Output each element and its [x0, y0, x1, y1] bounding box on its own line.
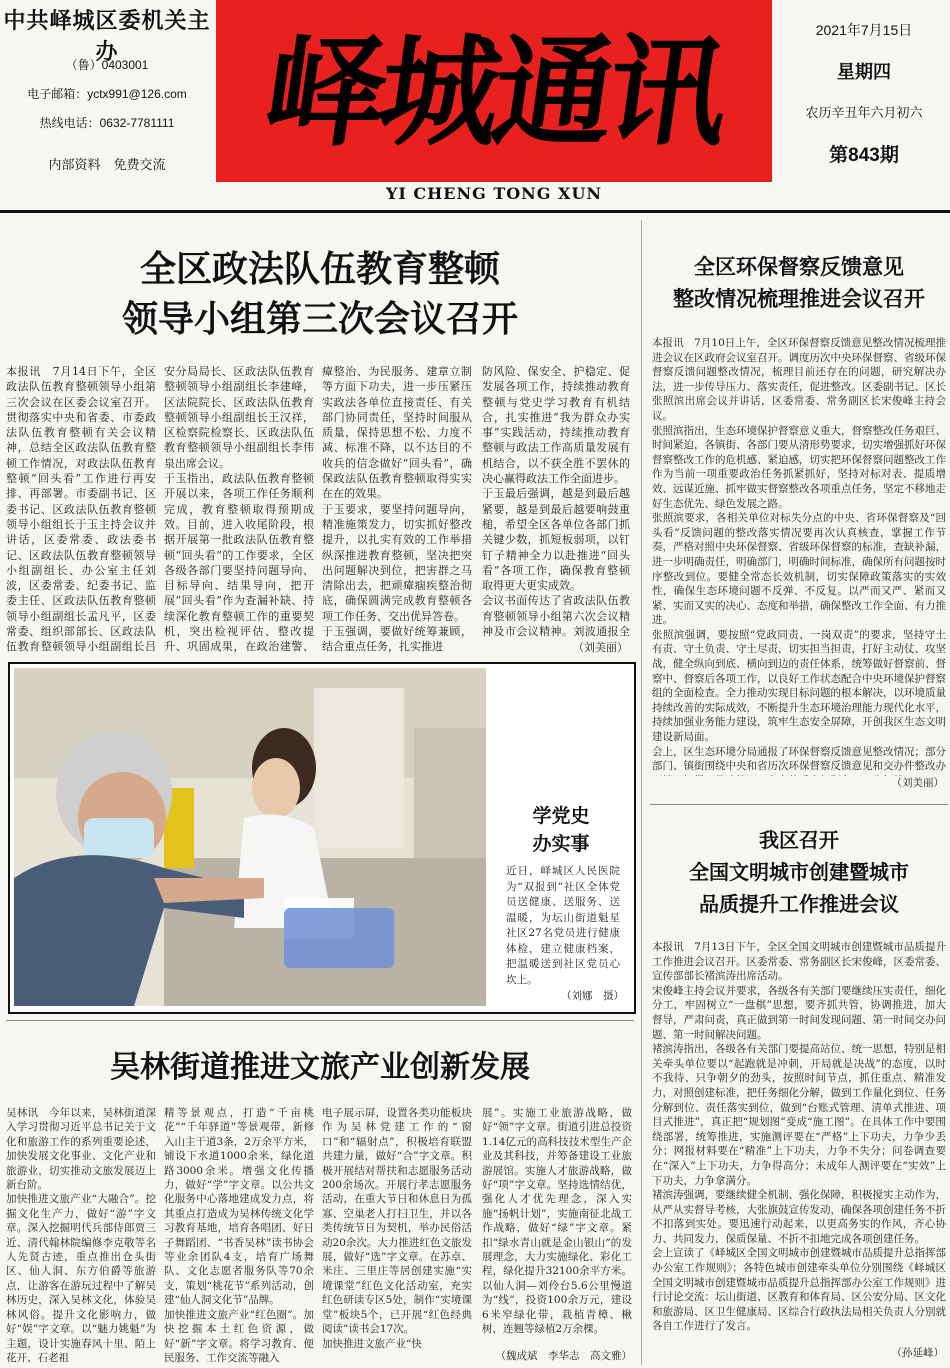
- bottom-column-2: 精等景观点，打造“千亩桃花”“千年驿道”等景观带，新修入山主干道3条，2万余平方米，铺设下水道1000余米，绿化道路3000余米。增强文化传播力，做好“学”字文章。以公共文化服务中心落地建成发力点，将其重点打造成为吴林传统文化学习教育基地，培育各唱团、好日子舞蹈团、“书香吴林”读书协会等业余团队4支，培育广场舞队、文化志愿者服务队等70余支，策划“桃花节”系列活动，创建“仙人洞文化节”品牌。 加快推进文旅产业“红色圈”。加快挖掘本土红色资源，做好“新”字文章。将学习教育、便民服务、工作交流等融入: [164, 1107, 314, 1364]
- organizer: 中共峄城区委机关主办: [3, 8, 211, 65]
- health-check-photo-illustration: [14, 668, 486, 1006]
- right-section-divider: [650, 804, 948, 805]
- right-top-headline-line2: 整改情况梳理推进会议召开: [673, 286, 925, 311]
- photo-feature: [8, 662, 636, 1014]
- masthead-left: [0, 0, 214, 182]
- right-bottom-headline-line1: 我区召开: [759, 828, 839, 852]
- photo-caption-body: 近日，峄城区人民医院为“双报到”社区全体党员送健康、送服务、送温暖，为坛山街道魁星社区27名党员进行健康体检，建立健康档案，把温暖送到社区党员心坎上。: [506, 865, 620, 986]
- right-top-body: 本报讯 7月10日上午，全区环保督察反馈意见整改情况梳理推进会议在区政府会议室召开。调度历次中央环保督察、省级环保督察反馈问题整改情况，梳理目前还存在的问题，研究解决办法，进一步传导压力、落实责任，促进整改。区委副书记、区长张照滨出席会议并讲话，区委常委、常务副区长宋俊峰主持会议。 张照滨指出，生态环境保护督察意义重大，督察整改任务艰巨、时间紧迫，各镇街、各部门要从清形势要求，切实增强抓好环保督察整改工作的危机感、紧迫感，切实把环保督察问题整改工作作为当前一项重要政治任务抓紧抓好，坚持对标对表、提质增效、远谋近施、抓牢做实督察整改各项重点任务，坚定不移地走好生态优先、绿色发展之路。 张照滨要求，各相关单位对标失分点的中央、省环保督察及“回头看”反馈问题的整改落实情况要再次认真核查，掌握工作节奏，严格对照中央环保督察、省级环保督察的标准，查缺补漏，进一步明确责任，明确部门，明确时间标准，确保所有问题按时序整改到位。要健全常态长效机制，切实保障政策落实的实效性，确保生态环境问题不反弹、不反复。以严而又严、紧而又紧、实而又实的决心、态度和举措，确保整改工作全面、有力推进。 张照滨强调，要按照“党政同责、一岗双责”的要求，坚持守土有责、守土负责、守土尽责，切实担当担责，打好主动仗、攻坚战，健全纵向到底、横向到边的责任体系，统筹做好督察前、督察中、督察后各项工作，以良好工作状态配合中央环境保护督察组的全面检查。全力推动实现目标问题的根本解决，以环境质量持续改善的实际成效，不断提升生态环境治理能力现代化水平，持续加强业务能力建设，筑牢生态安全屏障，开创我区生态文明建设新局面。 会上，区生态环境分局通报了环保督察反馈意见整改情况；部分部门、镇街围绕中央和省历次环保督察反馈意见和交办件整改办: [652, 337, 946, 773]
- lead-column-3: 瘴整治、为民服务、建章立制等方面下功夫，进一步压紧压实政法各单位直接责任、有关部门协同责任，坚持时间服从质量，保持思想不松、力度不减、标准不降，以不达目的不收兵的信念做好“回头看”，确保政法队伍教育整顿取得实实在在的效果。 于玉要求，要坚持问题导向，精准施策发力，切实抓好整改提升，以扎实有效的工作举措纵深推进教育整顿，坚决把突出问题解决到位，把害群之马清除出去，把顽瘴痼疾整治彻底，确保圆满完成教育整顿各项工作任务、交出优异答卷。 于玉强调，要做好统筹兼顾，结合重点任务，扎实推进: [322, 365, 472, 654]
- right-bottom-body: 本报讯 7月13日下午，全区全国文明城市创建暨城市品质提升工作推进会议召开。区委常委、常务副区长宋俊峰，区委常委、宣传部部长褚滨涛出席活动。 宋俊峰主持会议并要求，各级各有关部门要继续压实责任，细化分工，牢固树立“一盘棋”思想，要齐抓共管，协调推进，加大督导，严肃问责，真正做到第一时间发现问题、第一时间交办问题、第一时间解决问题。 褚滨涛指出，各级各有关部门要提高站位、统一思想，特别是相关牵头单位要以“起跑就是冲刺，开局就是决战”的态度，以时不我待、只争朝夕的劲头，按照时间节点，抓住重点、精准发力，对照创建标准，把任务细化分解，做到工作量化到位、任务分解到位、责任落实到位，做到“台账式管理、清单式推进、项目式推进”，真正把“规划图”变成“施工图”。在具体工作中要围绕部署，统筹推进，实施测评要在“严格”上下功夫，力争少丢分；网报材料要在“精准”上下功夫，力争不失分；问卷调查要在“深入”上下功夫，力争得高分；未成年人测评要在“实效”上下功夫，力争拿满分。 褚滨涛强调，要继续健全机制、强化保障，积极搅实主动作为，从严从实督导考核，大张旗鼓宣传发动，确保各项创建任务不折不扣落到实处。要迅速行动起来，以更高务实的作风，齐心协力、共同发力，保质保量、不折不扣地完成各项创建任务。 会上宣读了《峄城区全国文明城市创建暨城市品质提升总指挥部办公室工作规则》；各特色城市创建牵头单位分别围绕《峄城区全国文明城市创建暨城市品质提升总指挥部办公室工作规则》进行讨论交流：坛山街道、区教育和体育局、区公安分局、区文化和旅游局、区卫生健康局、区综合行政执法局相关负责人分别就各自工作进行了发言。: [652, 941, 946, 1333]
- right-bottom-headline-line2: 全国文明城市创建暨城市: [689, 860, 909, 884]
- column-divider: [641, 220, 642, 1365]
- bottom-section-divider: [6, 1020, 634, 1021]
- email: 电子邮箱：yctx991@126.com: [27, 87, 187, 101]
- right-top-headline-line1: 全区环保督察反馈意见: [694, 254, 904, 279]
- photo-credit: （刘娜 摄）: [561, 990, 624, 1002]
- issue-number: 第843期: [829, 145, 899, 166]
- caption-title-line1: 学党史: [532, 805, 590, 827]
- lead-headline-line1: 全区政法队伍教育整顿: [139, 249, 500, 290]
- bottom-signature: （魏成斌 李华志 高文雅）: [495, 1350, 632, 1362]
- hotline: 热线电话：0632-7781111: [39, 116, 175, 130]
- feature-photo: [14, 668, 486, 1006]
- newspaper-pinyin: YI CHENG TONG XUN: [385, 184, 603, 203]
- masthead-divider: [0, 210, 950, 213]
- registration-number: （鲁）0403001: [65, 58, 149, 72]
- lead-headline-line2: 领导小组第三次会议召开: [121, 299, 518, 340]
- lead-column-2: 安分局局长、区政法队伍教育整顿领导小组副组长李建峰，区法院院长、区政法队伍教育整顿领导小组副组长王汉祥，区检察院检察长、区政法队伍教育整顿领导小组副组长李伟泉出席会议。 于玉指出，政法队伍教育整顿开展以来，各项工作任务顺利完成，教育整顿取得预期成效。目前，进入收尾阶段，根据开展第一批政法队伍教育整顿“回头看”的工作要求，全区各级各部门要坚持问题导向、目标导向、结果导向，把开展“回头看”作为查漏补缺、持续深化教育整顿工作的重要契机，突出检视评估、整改提升、巩固成果，在政治建警、: [164, 365, 314, 654]
- right-top-signature: （刘美丽）: [891, 777, 944, 789]
- weekday: 星期四: [837, 62, 891, 82]
- lunar-date: 农历辛丑年六月初六: [805, 105, 923, 120]
- masthead-banner: [216, 0, 772, 182]
- bottom-headline: 吴林街道推进文旅产业创新发展: [110, 1050, 530, 1085]
- issue-date: 2021年7月15日: [815, 22, 913, 38]
- bottom-column-3: 电子展示屏，设置各类功能板块作为吴林党建工作的“窗口”和“辐射点”，积极培育联盟共建力量，做好“合”字文章。积极开展结对帮扶和志愿服务活动200余场次。开展行孝志愿服务活动，在重大节日和休息日为孤寡、空巢老人打扫卫生，并以各类传统节日为契机，举办民俗活动20余次。大力推进红色文旅发展，做好“选”字文章。在苏卓、米庄、三里庄等居创建实施“实境课堂”红色文化活动室，充实红色研读专区5处，制作“实境课堂”板块5个，已开展“红色经典阅读”读书会17次。 加快推进文旅产业“快: [322, 1107, 472, 1350]
- lead-column-4: 防风险、保安全、护稳定、促发展各项工作，持续推动教育整顿与党史学习教育有机结合，扎实推进“我为群众办实事”实践活动，持续推动教育整顿与政法工作高质量发展有机结合，以不获全胜不罢休的决心赢得政法工作全面进步。 于玉最后强调，越是到最后越紧要，越是到最后越要响鼓重槌，希望全区各单位各部门抓关键少数，抓短板弱项，以钉钉子精神全力以赴推进“回头看”各项工作，确保教育整顿取得更大更实成效。 会议书面传达了省政法队伍教育整顿领导小组第六次会议精神及市会议精神。刘波通报全: [482, 365, 630, 639]
- bottom-column-4: 展”。实施工业旅游战略，做好“领”字文章。街道引进总投资1.14亿元的高科技技术型生产企业及其科技，并筹备建设工业旅游展馆。实施人才旅游战略，做好“项”字文章。坚持选情结优，强化人才优先理念，深入实施“扬帆计划”，实施南征北战工作战略，做好“绿”字文章。紧扣“绿水青山就是金山银山”的发展理念，大力实施绿化、彩化工程，绿化提升32100余平方米。以仙人洞—刘伶台5.6公里慢道为“线”，投资100余万元，建设6米窄绿化带，栽植青樟、楸树，连翘等绿植2万余棵。: [482, 1107, 632, 1336]
- caption-title-line2: 办实事: [532, 833, 590, 855]
- lead-signature: （刘美丽）: [573, 641, 628, 654]
- right-bottom-signature: （孙延峰）: [891, 1347, 944, 1359]
- right-bottom-headline-line3: 品质提升工作推进会议: [699, 892, 899, 916]
- bottom-column-1: 吴林讯 今年以来，吴林街道深入学习贯彻习近平总书记关于文化和旅游工作的系列重要论述，加快发展文化事业、文化产业和旅游业，切实推动文旅发展迈上新台阶。 加快推进文旅产业“大融合”。挖掘文化生产力，做好“游”字文章。深入挖掘明代兵部侍郎贾三近、清代翰林院编修李克敬等名人先贤古迹，重点推出仓头街区、仙人洞、东方伯爵等旅游点，让游客在游玩过程中了解吴林历史，深入吴林文化，体验吴林风俗。提升文化影响力，做好“娱”字文章。以“魅力姚魁”为主题，设计实施春风十里、陌上花开、石老祖: [6, 1107, 156, 1364]
- newspaper-title: 峄城通讯: [256, 22, 732, 163]
- masthead-right: [778, 0, 950, 182]
- circulation-note: 内部资料 免费交流: [48, 157, 166, 172]
- lead-column-1: 本报讯 7月14日下午，全区政法队伍教育整顿领导小组第三次会议在区委会议室召开。贯彻落实中央和省委、市委政法队伍教育整顿有关会议精神，总结全区政法队伍教育整顿工作情况，对政法队伍教育整顿“回头看”工作进行再安排、再部署。市委副书记、区委书记、区政法队伍教育整顿领导小组组长于玉主持会议并讲话，区委常委、政法委书记、区政法队伍教育整顿领导小组副组长、办公室主任刘波，区委常委、纪委书记、监委主任、区政法队伍教育整顿领导小组副组长孟凡平，区委常委、组织部部长、区政法队伍教育整顿领导小组副组长吕: [6, 365, 156, 654]
- photo-caption-title: [498, 802, 624, 858]
